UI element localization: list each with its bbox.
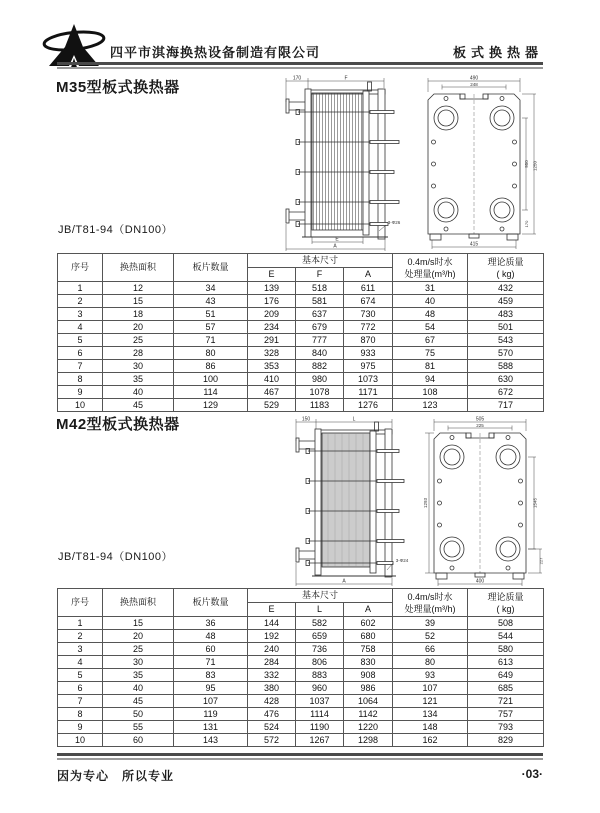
- table-row: [58, 399, 544, 412]
- col-header-dim-e: E: [248, 268, 296, 282]
- table-cell: 1142: [344, 708, 393, 721]
- table-row: [58, 334, 544, 347]
- table-cell: 459: [468, 295, 544, 308]
- col-header-dim-a: A: [344, 603, 393, 617]
- table-cell: 35: [103, 373, 174, 386]
- table-cell: 1: [58, 617, 103, 630]
- m35-front-view: [428, 76, 538, 250]
- dim-label: 1545: [532, 497, 538, 509]
- table-cell: 980: [296, 373, 344, 386]
- table-cell: 476: [248, 708, 296, 721]
- table-row: [58, 321, 544, 334]
- table-cell: 5: [58, 669, 103, 682]
- col-header-mass: [468, 254, 544, 282]
- table-cell: 588: [468, 360, 544, 373]
- table-cell: 35: [103, 669, 174, 682]
- header-rule-bottom: [57, 67, 543, 69]
- table-cell: 680: [344, 630, 393, 643]
- table-cell: 630: [468, 373, 544, 386]
- col-header-index: 序号: [58, 254, 103, 282]
- table-cell: 2: [58, 630, 103, 643]
- dim-label: 490: [469, 75, 479, 82]
- table-cell: 649: [468, 669, 544, 682]
- table-cell: 20: [103, 630, 174, 643]
- table-cell: 9: [58, 721, 103, 734]
- table-row: [58, 360, 544, 373]
- table-cell: 176: [248, 295, 296, 308]
- col-header-flow: [393, 254, 468, 282]
- table-cell: 1298: [344, 734, 393, 747]
- col-header-flow-line1: 0.4m/s时水: [407, 591, 453, 602]
- table-cell: 40: [393, 295, 468, 308]
- table-cell: 908: [344, 669, 393, 682]
- table-cell: 3: [58, 643, 103, 656]
- col-header-flow: [393, 589, 468, 617]
- table-cell: 93: [393, 669, 468, 682]
- table-cell: 508: [468, 617, 544, 630]
- table-cell: 4: [58, 321, 103, 334]
- table-cell: 685: [468, 682, 544, 695]
- bolt-spec-label: 3-Φ24: [395, 558, 409, 563]
- table-cell: 777: [296, 334, 344, 347]
- table-cell: 637: [296, 308, 344, 321]
- table-row: [58, 282, 544, 295]
- table-cell: 119: [174, 708, 248, 721]
- dim-label: 170: [524, 220, 529, 228]
- inlet-nozzles: [286, 99, 305, 223]
- col-header-index: 序号: [58, 589, 103, 617]
- dim-label: F: [344, 75, 348, 82]
- table-cell: 45: [103, 695, 174, 708]
- table-cell: 380: [248, 682, 296, 695]
- table-cell: 572: [248, 734, 296, 747]
- table-cell: 34: [174, 282, 248, 295]
- table-row: [58, 386, 544, 399]
- table-cell: 717: [468, 399, 544, 412]
- table-cell: 86: [174, 360, 248, 373]
- table-cell: 66: [393, 643, 468, 656]
- section-title-m42: M42型板式换热器: [56, 416, 180, 433]
- col-header-mass-line2: ( kg): [496, 268, 515, 279]
- table-cell: 882: [296, 360, 344, 373]
- dim-label: 248: [470, 81, 478, 87]
- table-cell: 933: [344, 347, 393, 360]
- table-cell: 52: [393, 630, 468, 643]
- section-title-m35: M35型板式换热器: [56, 79, 180, 96]
- table-row: [58, 617, 544, 630]
- col-header-mass-line1: 理论质量: [487, 591, 524, 602]
- m35-side-view: [286, 76, 401, 252]
- table-cell: 613: [468, 656, 544, 669]
- table-cell: 960: [296, 682, 344, 695]
- table-cell: 1037: [296, 695, 344, 708]
- table-cell: 1276: [344, 399, 393, 412]
- table-row: [58, 347, 544, 360]
- table-cell: 209: [248, 308, 296, 321]
- table-cell: 18: [103, 308, 174, 321]
- table-cell: 1220: [344, 721, 393, 734]
- dim-label: 227: [538, 557, 544, 565]
- table-row: [58, 630, 544, 643]
- table-cell: 721: [468, 695, 544, 708]
- col-header-mass-line2: ( kg): [496, 603, 515, 614]
- col-header-flow-line2: 处理量(m³/h): [404, 603, 456, 614]
- table-cell: 1064: [344, 695, 393, 708]
- table-cell: 131: [174, 721, 248, 734]
- table-cell: 50: [103, 708, 174, 721]
- table-cell: 829: [468, 734, 544, 747]
- col-header-mass-line1: 理论质量: [487, 256, 524, 267]
- dim-label: E: [335, 236, 339, 243]
- dim-label: 505: [475, 416, 485, 423]
- table-row: [58, 656, 544, 669]
- table-cell: 51: [174, 308, 248, 321]
- table-cell: 100: [174, 373, 248, 386]
- col-header-area: 换热面积: [103, 589, 174, 617]
- m42-front-view: [423, 417, 544, 587]
- technical-drawing-m42: [288, 415, 570, 587]
- table-cell: 45: [103, 399, 174, 412]
- table-cell: 123: [393, 399, 468, 412]
- table-cell: 3: [58, 308, 103, 321]
- table-cell: 54: [393, 321, 468, 334]
- table-cell: 570: [468, 347, 544, 360]
- table-cell: 332: [248, 669, 296, 682]
- dim-label: A: [342, 578, 346, 585]
- table-cell: 730: [344, 308, 393, 321]
- table-cell: 134: [393, 708, 468, 721]
- col-header-area: 换热面积: [103, 254, 174, 282]
- table-cell: 772: [344, 321, 393, 334]
- table-cell: 428: [248, 695, 296, 708]
- table-cell: 10: [58, 399, 103, 412]
- bolt-spec-label: 3-Φ26: [387, 220, 401, 225]
- table-cell: 4: [58, 656, 103, 669]
- table-row: [58, 695, 544, 708]
- table-cell: 758: [344, 643, 393, 656]
- table-cell: 291: [248, 334, 296, 347]
- table-cell: 67: [393, 334, 468, 347]
- m35-spec-table: [57, 253, 544, 412]
- table-cell: 1078: [296, 386, 344, 399]
- table-cell: 129: [174, 399, 248, 412]
- table-cell: 883: [296, 669, 344, 682]
- table-cell: 94: [393, 373, 468, 386]
- dim-label: L: [352, 416, 356, 423]
- table-cell: 144: [248, 617, 296, 630]
- table-cell: 30: [103, 656, 174, 669]
- table-cell: 410: [248, 373, 296, 386]
- table-cell: 10: [58, 734, 103, 747]
- table-cell: 162: [393, 734, 468, 747]
- footer-rule-bottom: [57, 758, 543, 760]
- dim-label: 170: [292, 75, 302, 82]
- table-cell: 2: [58, 295, 103, 308]
- table-cell: 30: [103, 360, 174, 373]
- table-cell: 148: [393, 721, 468, 734]
- m42-spec-table: [57, 588, 544, 747]
- col-header-dim-f: F: [296, 268, 344, 282]
- table-cell: 659: [296, 630, 344, 643]
- table-cell: 71: [174, 334, 248, 347]
- table-cell: 483: [468, 308, 544, 321]
- table-cell: 1171: [344, 386, 393, 399]
- table-cell: 1183: [296, 399, 344, 412]
- dim-label: 150: [301, 416, 311, 423]
- page-number: ·03·: [521, 767, 543, 781]
- table-cell: 757: [468, 708, 544, 721]
- table-cell: 36: [174, 617, 248, 630]
- col-header-flow-line1: 0.4m/s时水: [407, 256, 453, 267]
- table-cell: 1: [58, 282, 103, 295]
- table-cell: 284: [248, 656, 296, 669]
- company-name: 四平市淇海换热设备制造有限公司: [110, 45, 321, 60]
- col-header-flow-line2: 处理量(m³/h): [404, 268, 456, 279]
- table-cell: 40: [103, 386, 174, 399]
- table-cell: 107: [174, 695, 248, 708]
- table-cell: 80: [174, 347, 248, 360]
- table-cell: 25: [103, 643, 174, 656]
- dim-label: 415: [469, 241, 479, 248]
- table-cell: 8: [58, 373, 103, 386]
- table-cell: 25: [103, 334, 174, 347]
- table-cell: 830: [344, 656, 393, 669]
- dim-label: 950: [524, 160, 529, 168]
- table-cell: 580: [468, 643, 544, 656]
- table-cell: 581: [296, 295, 344, 308]
- table-cell: 20: [103, 321, 174, 334]
- table-cell: 529: [248, 399, 296, 412]
- col-header-dim-e: E: [248, 603, 296, 617]
- table-cell: 48: [174, 630, 248, 643]
- table-cell: 81: [393, 360, 468, 373]
- table-row: [58, 295, 544, 308]
- table-cell: 75: [393, 347, 468, 360]
- table-cell: 107: [393, 682, 468, 695]
- table-cell: 602: [344, 617, 393, 630]
- table-cell: 5: [58, 334, 103, 347]
- dim-label: 1250: [532, 160, 538, 172]
- table-cell: 83: [174, 669, 248, 682]
- dim-label: A: [333, 243, 337, 250]
- table-cell: 121: [393, 695, 468, 708]
- standard-label-m42: JB/T81-94（DN100）: [58, 551, 173, 563]
- product-category: 板式换热器: [452, 45, 543, 60]
- col-header-plates: 板片数量: [174, 254, 248, 282]
- col-header-basic-dims: 基本尺寸: [248, 589, 393, 603]
- table-cell: 40: [103, 682, 174, 695]
- table-cell: 108: [393, 386, 468, 399]
- table-cell: 328: [248, 347, 296, 360]
- table-cell: 1114: [296, 708, 344, 721]
- table-cell: 71: [174, 656, 248, 669]
- col-header-dim-a: A: [344, 268, 393, 282]
- table-row: [58, 721, 544, 734]
- table-cell: 353: [248, 360, 296, 373]
- table-cell: 192: [248, 630, 296, 643]
- table-cell: 43: [174, 295, 248, 308]
- dim-label: 400: [475, 578, 485, 585]
- table-row: [58, 308, 544, 321]
- table-cell: 840: [296, 347, 344, 360]
- table-cell: 806: [296, 656, 344, 669]
- col-header-dim-l: L: [296, 603, 344, 617]
- standard-label-m35: JB/T81-94（DN100）: [58, 224, 173, 236]
- table-cell: 139: [248, 282, 296, 295]
- table-cell: 518: [296, 282, 344, 295]
- col-header-mass: [468, 589, 544, 617]
- footer-slogan: 因为专心 所以专业: [57, 769, 175, 783]
- table-cell: 582: [296, 617, 344, 630]
- table-cell: 1267: [296, 734, 344, 747]
- m42-side-view: [296, 417, 409, 587]
- table-cell: 7: [58, 695, 103, 708]
- table-cell: 28: [103, 347, 174, 360]
- table-cell: 60: [103, 734, 174, 747]
- table-cell: 543: [468, 334, 544, 347]
- header-rule-top: [57, 62, 543, 65]
- dim-label: 225: [476, 422, 484, 428]
- table-cell: 1073: [344, 373, 393, 386]
- table-cell: 672: [468, 386, 544, 399]
- col-header-plates: 板片数量: [174, 589, 248, 617]
- table-cell: 674: [344, 295, 393, 308]
- table-cell: 1190: [296, 721, 344, 734]
- dim-label: 1293: [423, 497, 428, 509]
- technical-drawing-m35: [276, 74, 570, 252]
- table-cell: 234: [248, 321, 296, 334]
- table-row: [58, 373, 544, 386]
- table-cell: 6: [58, 347, 103, 360]
- inlet-nozzles: [296, 438, 315, 562]
- table-cell: 9: [58, 386, 103, 399]
- table-cell: 544: [468, 630, 544, 643]
- col-header-basic-dims: 基本尺寸: [248, 254, 393, 268]
- table-cell: 986: [344, 682, 393, 695]
- table-cell: 48: [393, 308, 468, 321]
- table-cell: 240: [248, 643, 296, 656]
- table-cell: 975: [344, 360, 393, 373]
- table-row: [58, 643, 544, 656]
- table-cell: 60: [174, 643, 248, 656]
- table-cell: 39: [393, 617, 468, 630]
- table-cell: 611: [344, 282, 393, 295]
- footer-rule-top: [57, 753, 543, 756]
- table-row: [58, 682, 544, 695]
- table-cell: 15: [103, 295, 174, 308]
- table-cell: 432: [468, 282, 544, 295]
- table-cell: 57: [174, 321, 248, 334]
- table-cell: 143: [174, 734, 248, 747]
- table-cell: 95: [174, 682, 248, 695]
- table-cell: 8: [58, 708, 103, 721]
- table-row: [58, 669, 544, 682]
- table-cell: 114: [174, 386, 248, 399]
- table-cell: 501: [468, 321, 544, 334]
- table-cell: 793: [468, 721, 544, 734]
- table-cell: 12: [103, 282, 174, 295]
- table-cell: 15: [103, 617, 174, 630]
- table-cell: 31: [393, 282, 468, 295]
- table-cell: 870: [344, 334, 393, 347]
- table-cell: 80: [393, 656, 468, 669]
- table-cell: 6: [58, 682, 103, 695]
- table-cell: 524: [248, 721, 296, 734]
- table-row: [58, 708, 544, 721]
- table-cell: 467: [248, 386, 296, 399]
- table-cell: 7: [58, 360, 103, 373]
- table-cell: 736: [296, 643, 344, 656]
- table-row: [58, 734, 544, 747]
- table-cell: 55: [103, 721, 174, 734]
- table-cell: 679: [296, 321, 344, 334]
